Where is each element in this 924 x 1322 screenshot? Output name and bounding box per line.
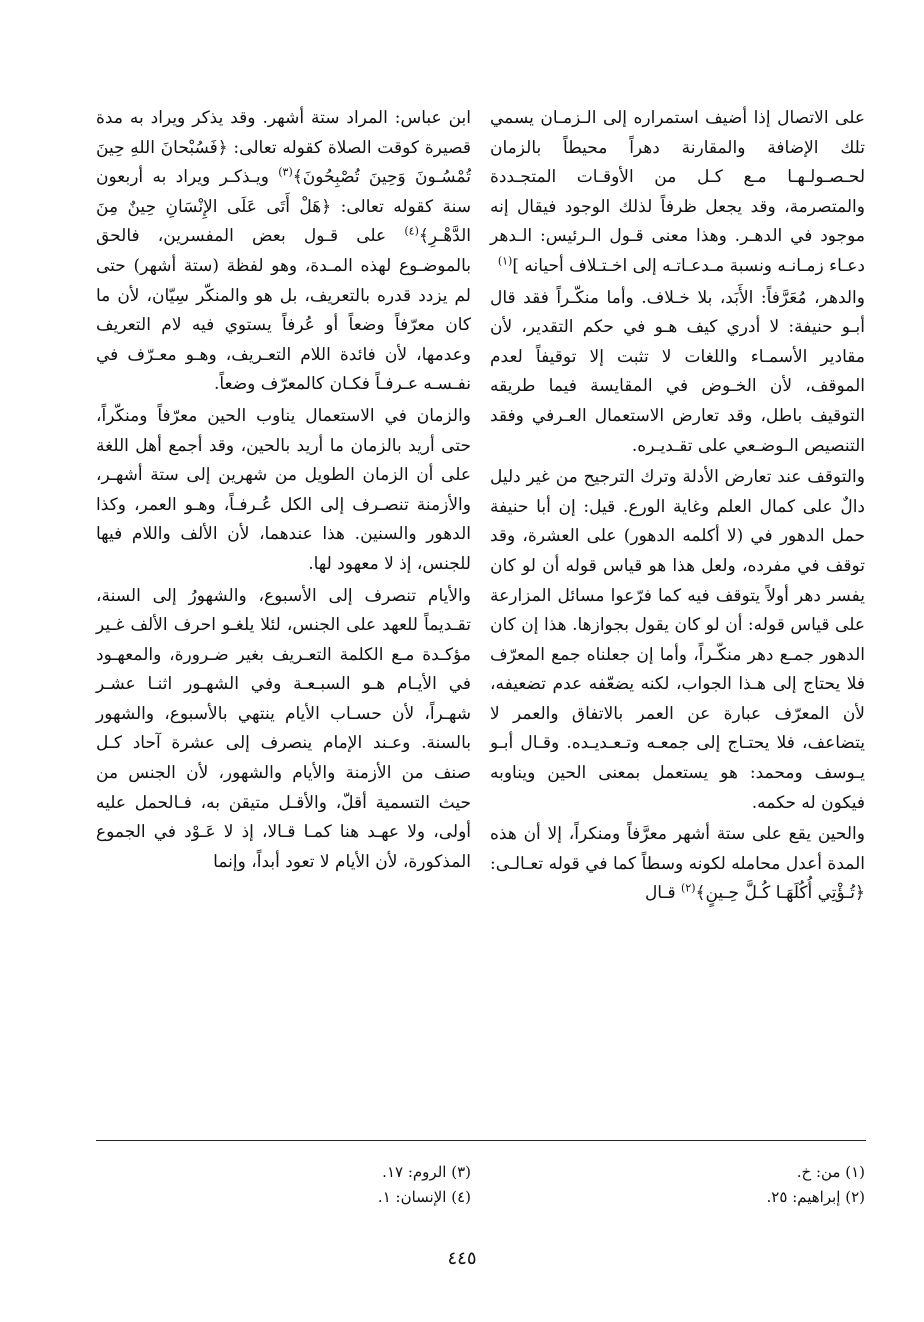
footnote-divider — [96, 1140, 866, 1141]
footnote: (١) من: خ. — [796, 1163, 865, 1181]
footnote: (٣) الروم: ١٧. — [382, 1163, 471, 1181]
footnote: (٢) إبراهيم: ٢٥. — [766, 1188, 865, 1206]
paragraph: والتوقف عند تعارض الأدلة وترك الترجيح من غير دليل دالٌ على كمال العلم وغاية الورع. قيل: إن أبا حنيفة حمل الدهور في (لا أكلمه الدهور) على العشرة، وقد توقف في مفرده، ولعل هذا هو قياس قوله أن لو كان يفسر دهر أولاً يتوقف فيه كما فرّعوا مسائل المزارعة على قياس قوله: أن لو كان يقول بجوازها. هذا إن كان الدهور جمـع دهر منكّـراً، وأما إن جعلناه جمع المعرّف فلا يحتاج إلى هـذا الجواب، لكنه يضعّفه عدم تضعيفه، لأن المعرّف عبارة عن العمر بالاتفاق والعمر لا يتضاعف، فلا يحتـاج إلى جمعـه وتـعـديـده. وقـال أبـو يـوسف ومحمد: هو يستعمل بمعنى الحين ويناوبه فيكون له حكمه. — [490, 467, 865, 813]
footnote-ref: (٢) — [681, 881, 696, 895]
right-text-column — [490, 104, 865, 909]
footnote-ref: (١) — [497, 254, 513, 268]
footnotes-left — [96, 1160, 471, 1210]
footnote-ref: (٣) — [278, 165, 293, 179]
footnote: (٤) الإنسان: ١. — [377, 1188, 471, 1206]
footnotes-right — [520, 1160, 865, 1210]
paragraph: ابن عباس: المراد ستة أشهر. وقد يذكر ويراد به مدة قصيرة كوقت الصلاة كقوله تعالى: ﴿فَسُبْحانَ اللهِ حِينَ تُمْسُـونَ وَحِينَ تُصْبِحُونَ﴾$^{(٣)}$ ويـذكـر ويراد به أربعون سنة كقوله تعالى: ﴿هَلْ أَتَى عَلَى الإِنْسَانِ حِينٌ مِنَ الدَّهْـرِ﴾$^{(٤)}$ على قـول بعض المفسرين، فالحق بالموضـوع لهذه المـدة، وهو لفظة (ستة أشهر) حتى لم يزدد قدره بالتعريف، بل هو والمنكّر سِيّان، لأن ما كان معرّفاً وضعاً أو عُرفاً يستوي فيه لام التعريف وعدمها، لأن فائدة اللام التعـريف، وهـو معـرّف في نفـسـه عـرفـاً فكـان كالمعرّف وضعاً. — [96, 108, 472, 395]
paragraph: والحين يقع على ستة أشهر معرَّفاً ومنكراً، إلا أن هذه المدة أعدل محامله لكونه وسطاً كما في قوله تعـالـى: ﴿تُـؤْتِي أُكُلَهَـا كُـلَّ حِـينٍ﴾$^{(٢)}$ قـال — [490, 824, 865, 904]
paragraph: والزمان في الاستعمال يناوب الحين معرّفاً ومنكّراً، حتى أريد بالزمان ما أريد بالحين، وقد أجمع أهل اللغة على أن الزمان الطويل من شهرين إلى ستة أشهـر، والأزمنة تنصـرف إلى الكل عُـرفـاً، وهـو العمر، وكذا الدهور والسنين. هذا عندهما، لأن الألف واللام فيها للجنس، إذ لا معهود لها. — [96, 405, 471, 574]
page-number: ٤٤٥ — [447, 1248, 477, 1269]
paragraph: والأيام تنصرف إلى الأسبوع، والشهورُ إلى السنة، تقـديماً للعهد على الجنس، لئلا يلغـو احرف الألف غـير مؤكـدة مـع الكلمة التعـريف بغير ضـرورة، والمعهـود في الأيـام هـو السبـعـة وفي الشهـور اثنـا عشـر شهـراً، لأن حسـاب الأيام ينتهي بالأسبوع، والشهور بالسنة. وعـند الإمام ينصرف إلى عشرة آحاد كـل صنف من الأزمنة والأيام والشهور، لأن الجنس من حيث التسمية أقلّ، والأقـل متيقن به، فـالحمل عليه أولى، ولا عهـد هنا كمـا قـالا، إذ لا عَـوْد في الجموع المذكورة، لأن الأيام لا تعود أبداً، وإنما — [96, 585, 471, 872]
footnote-ref: (٤) — [404, 224, 419, 238]
paragraph: والدهر، مُعَرَّفاً: الأَبَد، بلا خـلاف. وأما منكّـراً فقد قال أبـو حنيفة: لا أدري كيف هـو في حكم التقدير، لأن مقادير الأسمـاء واللغات لا تثبت إلا توقيفاً لعدم الموقف، لأن الخـوض في المقايسة فيما طريقه التوقيف باطل، وقد تعارض الاستعمال العـرفي وفقد التنصيص الـوضـعي على تقـديـره. — [490, 287, 865, 456]
left-text-column — [96, 104, 471, 877]
paragraph: على الاتصال إذا أضيف استمراره إلى الـزمـان يسمي تلك الإضافة والمقارنة دهراً محيطاً بالزمان لحـصـولـهـا مـع كـل من الأوقـات المتجـددة والمتصرمة، وقد يجعل ظرفاً لذلك الوجود فيقال إنه موجود في الدهـر. وهذا معنى قـول الـرئيس: الـدهر دعـاء زمـانـه ونسبة مـدعـاتـه إلى اخـتـلاف أحيانه ]$^{(١)}$ — [490, 108, 865, 276]
